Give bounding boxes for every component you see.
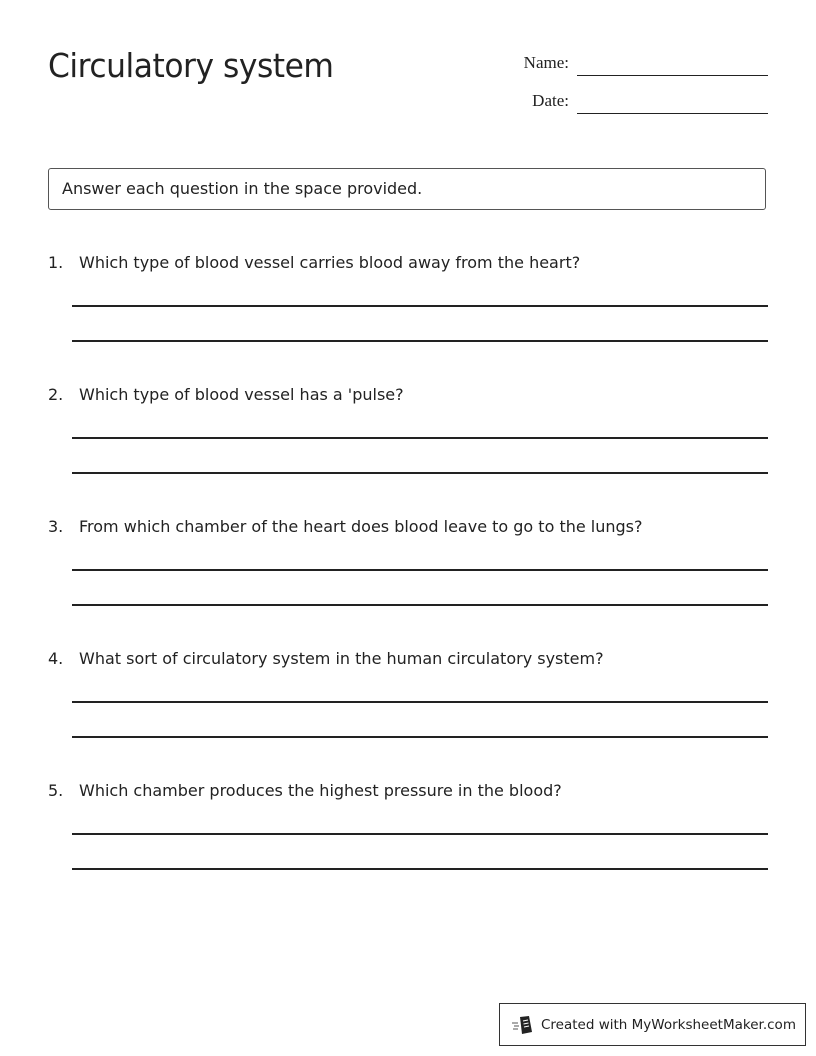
question-text: From which chamber of the heart does blood leave to go to the lungs? [79,517,643,536]
question-number: 3. [48,517,64,536]
question-number: 1. [48,253,64,272]
question-text: Which type of blood vessel has a 'pulse? [79,385,404,404]
date-field[interactable] [440,91,768,115]
answer-line[interactable] [72,437,768,439]
question-4 [48,649,768,769]
instructions-text: Answer each question in the space provided. [62,179,423,198]
footer-credit[interactable] [499,1003,806,1046]
name-field[interactable] [440,53,768,77]
instructions-box [48,168,766,210]
date-label: Date: [532,91,569,110]
question-text: Which type of blood vessel carries blood away from the heart? [79,253,581,272]
answer-line[interactable] [72,701,768,703]
question-number: 4. [48,649,64,668]
question-text: Which chamber produces the highest pressure in the blood? [79,781,562,800]
worksheet-logo-icon [512,1015,534,1035]
worksheet-title: Circulatory system [48,46,334,85]
question-5 [48,781,768,901]
question-2 [48,385,768,505]
footer-text: Created with MyWorksheetMaker.com [541,1017,796,1033]
question-1 [48,253,768,373]
name-label: Name: [523,53,569,72]
answer-line[interactable] [72,472,768,474]
answer-line[interactable] [72,604,768,606]
answer-line[interactable] [72,736,768,738]
question-text: What sort of circulatory system in the human circulatory system? [79,649,604,668]
answer-line[interactable] [72,569,768,571]
answer-line[interactable] [72,305,768,307]
question-3 [48,517,768,637]
question-number: 5. [48,781,64,800]
name-line[interactable] [577,75,768,76]
answer-line[interactable] [72,868,768,870]
question-number: 2. [48,385,64,404]
answer-line[interactable] [72,833,768,835]
answer-line[interactable] [72,340,768,342]
date-line[interactable] [577,113,768,114]
